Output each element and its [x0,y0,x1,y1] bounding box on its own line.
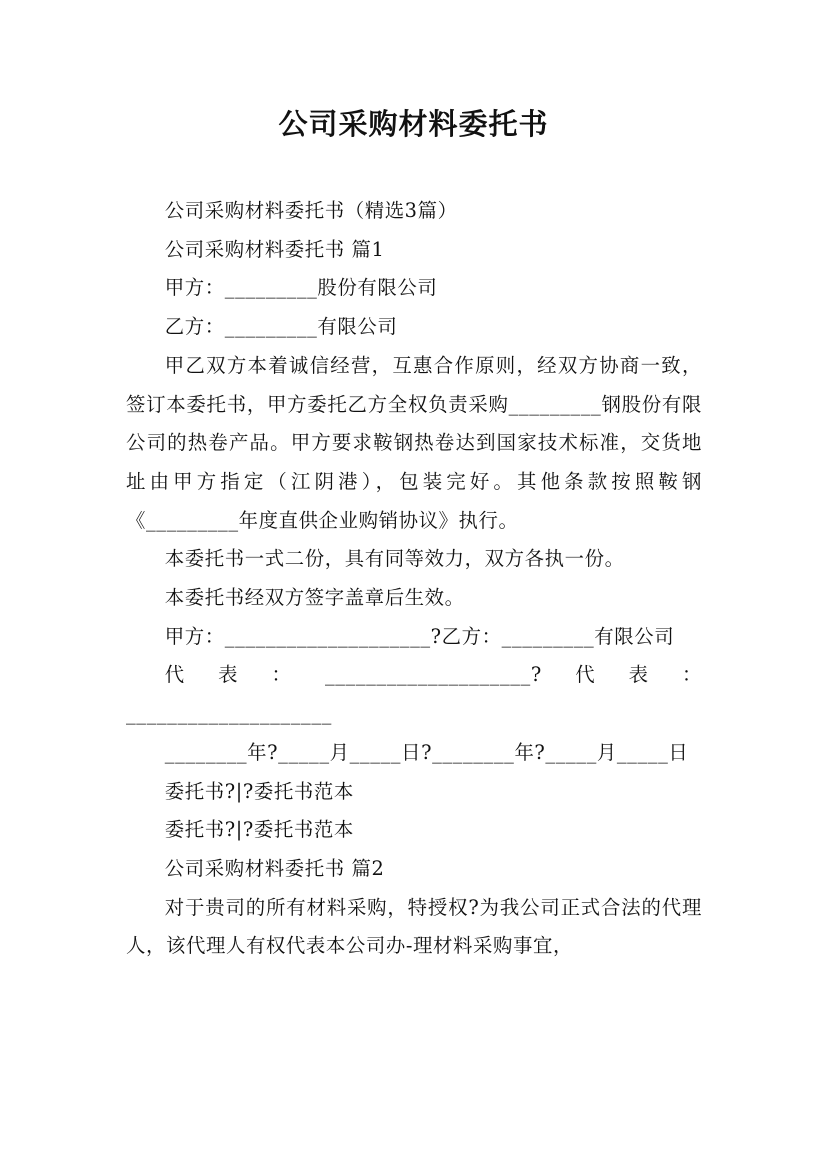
paragraph-signature-representatives: 代表：____________________?代表：____________________ [126,663,702,726]
paragraph-party-a: 甲方：_________股份有限公司 [164,276,438,300]
paragraph-party-b: 乙方：_________有限公司 [164,315,398,339]
paragraph-intro: 公司采购材料委托书（精选3篇） [164,199,458,222]
document-title: 公司采购材料委托书 [278,107,549,141]
paragraph-related-link-1: 委托书?|?委托书范本 [164,779,354,803]
paragraph-signature-parties: 甲方：____________________?乙方：_________有限公司 [164,624,675,648]
paragraph-copies: 本委托书一式二份，具有同等效力，双方各执一份。 [164,547,625,571]
paragraph-part2-body: 对于贵司的所有材料采购，特授权?为我公司正式合法的代理人，该代理人有权代表本公司办-理材料采购事宜， [126,895,702,958]
paragraph-signature-dates: ________年?_____月_____日?________年?_____月_____日 [164,740,689,764]
document-body [126,192,702,966]
paragraph-part1-heading: 公司采购材料委托书 篇1 [164,237,385,261]
paragraph-main-terms: 甲乙双方本着诚信经营，互惠合作原则，经双方协商一致，签订本委托书，甲方委托乙方全权负责采购_________钢股份有限公司的热卷产品。甲方要求鞍钢热卷达到国家技术标准，交货地址由甲方指定（江阴港），包装完好。其他条款按照鞍钢《_________年度直供企业购销协议》执行。 [126,353,702,532]
paragraph-part2-heading: 公司采购材料委托书 篇2 [164,856,385,880]
paragraph-related-link-2: 委托书?|?委托书范本 [164,818,354,842]
paragraph-effective: 本委托书经双方签字盖章后生效。 [164,586,465,610]
